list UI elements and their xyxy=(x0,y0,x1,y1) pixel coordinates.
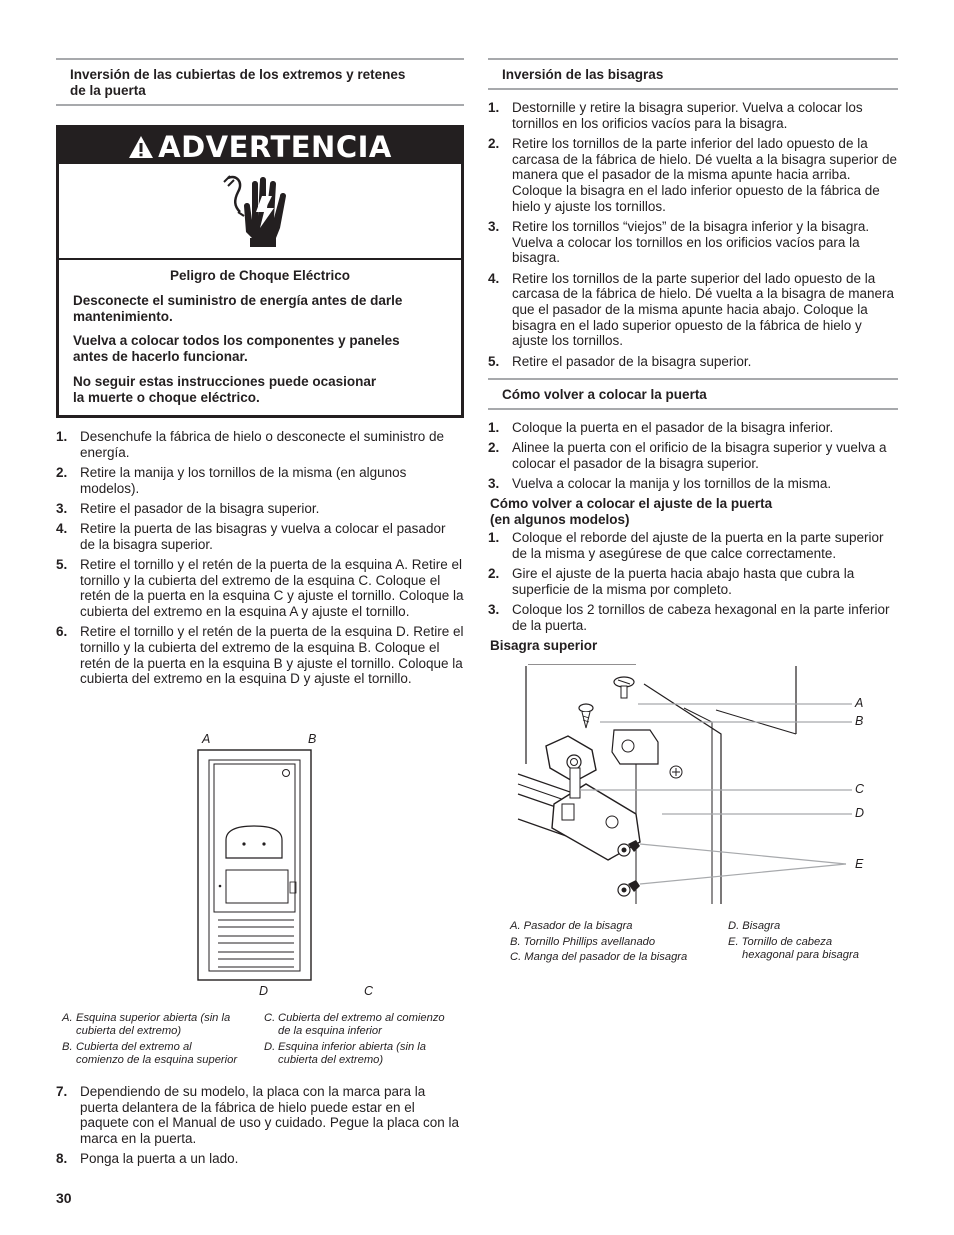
list-item xyxy=(488,420,898,436)
caption-a-line2: cubierta del extremo) xyxy=(76,1025,182,1037)
step-number: 1. xyxy=(488,100,500,115)
warning-icon-row xyxy=(59,164,461,260)
list-item xyxy=(488,530,898,561)
caption-b-line2: comienzo de la esquina superior xyxy=(76,1054,238,1066)
step-number: 1. xyxy=(488,420,500,435)
door-title: Cómo volver a colocar la puerta xyxy=(502,387,707,402)
page-number: 30 xyxy=(56,1190,72,1206)
door-steps xyxy=(488,420,898,496)
hinge-label-e: E xyxy=(855,857,864,871)
list-item xyxy=(488,602,898,633)
warning-box xyxy=(56,125,464,418)
step-text: Retire el pasador de la bisagra superior. xyxy=(512,353,752,369)
list-item xyxy=(488,100,898,131)
list-item xyxy=(56,429,464,460)
list-item xyxy=(56,1151,464,1167)
list-item xyxy=(488,219,898,266)
warning-p2 xyxy=(73,333,447,365)
figure-label-c: C xyxy=(364,984,374,998)
hinge-label-c: C xyxy=(855,782,865,796)
list-item xyxy=(488,354,898,370)
figure-caption-right xyxy=(264,1012,469,1067)
warning-hazard: Peligro de Choque Eléctrico xyxy=(169,268,351,283)
step-number: 3. xyxy=(56,500,68,516)
hinge-illustration xyxy=(516,664,898,912)
hinge-figure xyxy=(516,664,898,912)
step-number: 5. xyxy=(488,353,500,369)
caption-d-key: D. xyxy=(264,1041,276,1053)
section-title-cubiertas xyxy=(56,58,464,106)
hinge-figure-title: Bisagra superior xyxy=(490,638,598,653)
warning-p1-line2: mantenimiento. xyxy=(73,308,173,324)
caption-d-line1: Esquina inferior abierta (sin la xyxy=(278,1041,426,1053)
caption-a-line1: Esquina superior abierta (sin la xyxy=(76,1012,231,1024)
hinge-label-a: A xyxy=(855,696,864,710)
step-number: 2. xyxy=(488,565,500,581)
warning-title-bar xyxy=(59,128,461,164)
list-item xyxy=(56,1084,464,1147)
list-item xyxy=(56,557,464,620)
step-number: 3. xyxy=(488,601,500,617)
hinges-steps xyxy=(488,100,898,374)
electric-shock-hand-icon xyxy=(222,172,292,250)
figure-label-d: D xyxy=(259,984,269,998)
hinges-title: Inversión de las bisagras xyxy=(502,67,664,82)
list-item xyxy=(488,136,898,215)
list-item xyxy=(488,476,898,492)
trim-title-line1: Cómo volver a colocar el ajuste de la puerta xyxy=(490,496,773,511)
hinge-caption-d: D. Bisagra xyxy=(728,920,781,932)
warning-title xyxy=(59,130,461,164)
door-illustration xyxy=(196,748,336,984)
caption-b-key: B. xyxy=(62,1041,73,1053)
warning-p1 xyxy=(73,293,447,325)
step-text: Retire los tornillos de la parte inferior del lado opuesto de la carcasa de la fábrica de hielo. Dé vuelta a la bisagra superior de manera que el pasador de la misma apunte hacia arriba. Coloque la bisagra en el lado inferior opuesto de la fábrica de hielo y ajuste los tornillos. xyxy=(512,135,897,214)
trim-steps xyxy=(488,530,898,638)
caption-b-line1: Cubierta del extremo al xyxy=(76,1041,192,1053)
warning-p3 xyxy=(73,374,447,406)
step-text: Coloque el reborde del ajuste de la puerta en la parte superior de la misma y asegúrese de que calce correctamente. xyxy=(512,530,884,561)
door-figure xyxy=(196,730,374,1000)
warning-p2-line1: Vuelva a colocar todos los componentes y paneles xyxy=(73,333,400,348)
caption-c xyxy=(264,1012,469,1038)
step-text: Retire el pasador de la bisagra superior. xyxy=(80,500,320,516)
caption-c-line1: Cubierta del extremo al comienzo xyxy=(278,1012,445,1024)
list-item xyxy=(488,566,898,597)
warning-p3-line1: No seguir estas instrucciones puede ocasionar xyxy=(73,373,377,389)
step-text: Retire los tornillos “viejos” de la bisagra inferior y la bisagra. Vuelva a colocar los tornillos en los orificios vacíos para la bisagra. xyxy=(512,218,870,266)
list-item xyxy=(56,465,464,496)
warning-p3-line2: la muerte o choque eléctrico. xyxy=(73,389,260,405)
hinge-caption-e-line1: E. Tornillo de cabeza xyxy=(728,935,833,948)
caption-a xyxy=(62,1012,262,1038)
step-number: 3. xyxy=(488,476,500,492)
step-number: 2. xyxy=(488,440,500,456)
step-number: 7. xyxy=(56,1084,68,1099)
step-text: Desenchufe la fábrica de hielo o desconecte el suministro de energía. xyxy=(80,429,444,460)
step-text: Ponga la puerta a un lado. xyxy=(80,1151,239,1167)
step-text: Retire la puerta de las bisagras y vuelva a colocar el pasador de la bisagra superior. xyxy=(80,521,446,552)
step-number: 6. xyxy=(56,624,68,640)
step-text: Destornille y retire la bisagra superior. Vuelva a colocar los tornillos en los orificios vacíos para la bisagra. xyxy=(512,100,863,131)
step-text: Coloque la puerta en el pasador de la bisagra inferior. xyxy=(512,420,834,435)
warning-triangle-icon xyxy=(128,135,154,159)
warning-p2-line2: antes de hacerlo funcionar. xyxy=(73,349,248,364)
step-text: Retire el tornillo y el retén de la puerta de la esquina D. Retire el tornillo y la cubierta del extremo de la esquina B. Coloque el retén de la puerta en la esquina B y ajuste el tornillo. Coloque la cubierta del extremo en la esquina D y ajuste el tornillo. xyxy=(80,624,464,687)
list-item xyxy=(56,624,464,687)
caption-c-line2: de la esquina inferior xyxy=(278,1025,382,1037)
step-text: Vuelva a colocar la manija y los tornillos de la misma. xyxy=(512,476,832,492)
hinge-label-b: B xyxy=(855,714,864,728)
step-number: 2. xyxy=(488,135,500,151)
list-item xyxy=(56,521,464,552)
warning-title-text: ADVERTENCIA xyxy=(158,130,392,164)
figure-caption-left xyxy=(62,1012,262,1067)
hinge-label-d: D xyxy=(855,806,865,820)
step-number: 4. xyxy=(488,270,500,286)
step-text: Alinee la puerta con el orificio de la bisagra superior y vuelva a colocar el pasador de la bisagra superior. xyxy=(512,440,887,471)
list-item xyxy=(56,501,464,517)
step-number: 5. xyxy=(56,556,68,572)
section-title-puerta xyxy=(488,378,898,410)
caption-d-line2: cubierta del extremo) xyxy=(278,1054,384,1066)
section-title-line2: de la puerta xyxy=(70,83,146,98)
steps-list-2 xyxy=(56,1084,464,1172)
step-text: Gire el ajuste de la puerta hacia abajo hasta que cubra la superficie de la misma por completo. xyxy=(512,565,855,597)
step-number: 2. xyxy=(56,464,68,480)
step-text: Coloque los 2 tornillos de cabeza hexagonal en la parte inferior de la puerta. xyxy=(512,601,890,633)
section-title-bisagras xyxy=(488,58,898,90)
hinge-caption-left xyxy=(510,920,730,964)
step-number: 3. xyxy=(488,218,500,234)
caption-b xyxy=(62,1041,262,1067)
section-title-line1: Inversión de las cubiertas de los extremos y retenes xyxy=(70,67,406,82)
step-number: 1. xyxy=(488,530,500,545)
step-number: 8. xyxy=(56,1151,68,1167)
hinge-caption-b: B. Tornillo Phillips avellanado xyxy=(510,935,656,948)
hinge-caption-e-line2: hexagonal para bisagra xyxy=(742,948,859,961)
warning-p1-line1: Desconecte el suministro de energía antes de darle xyxy=(73,292,403,308)
trim-title-line2: (en algunos modelos) xyxy=(490,512,630,527)
hinge-caption-c: C. Manga del pasador de la bisagra xyxy=(510,951,688,963)
list-item xyxy=(488,440,898,471)
warning-text xyxy=(73,268,447,414)
caption-d xyxy=(264,1041,469,1067)
hinge-caption-right xyxy=(728,920,898,962)
step-text: Retire el tornillo y el retén de la puerta de la esquina A. Retire el tornillo y la cubierta del extremo de la esquina C. Coloque el retén de la puerta en la esquina C y ajuste el tornillo. Coloque la cubierta del extremo en la esquina A y ajuste el tornillo. xyxy=(80,556,464,620)
step-number: 4. xyxy=(56,521,68,537)
caption-c-key: C. xyxy=(264,1012,276,1024)
step-text: Dependiendo de su modelo, la placa con la marca para la puerta delantera de la fábrica de hielo puede estar en el paquete con el Manual de uso y cuidado. Pegue la placa con la marca en la puerta. xyxy=(80,1084,460,1147)
caption-a-key: A. xyxy=(62,1012,73,1024)
step-text: Retire la manija y los tornillos de la misma (en algunos modelos). xyxy=(80,464,407,496)
steps-list-1 xyxy=(56,429,464,692)
figure-label-a: A xyxy=(202,732,211,746)
step-number: 1. xyxy=(56,429,68,444)
figure-label-b: B xyxy=(308,732,317,746)
trim-title xyxy=(490,496,772,528)
hinge-caption-a: A. Pasador de la bisagra xyxy=(510,920,633,932)
step-text: Retire los tornillos de la parte superior del lado opuesto de la carcasa de la fábrica de hielo. Dé vuelta a la bisagra de manera que el pasador de la misma apunte hacia abajo. Coloque la bisagra en el lado superior opuesto de la fábrica de hielo y ajuste los tornillos. xyxy=(512,270,894,349)
list-item xyxy=(488,271,898,350)
